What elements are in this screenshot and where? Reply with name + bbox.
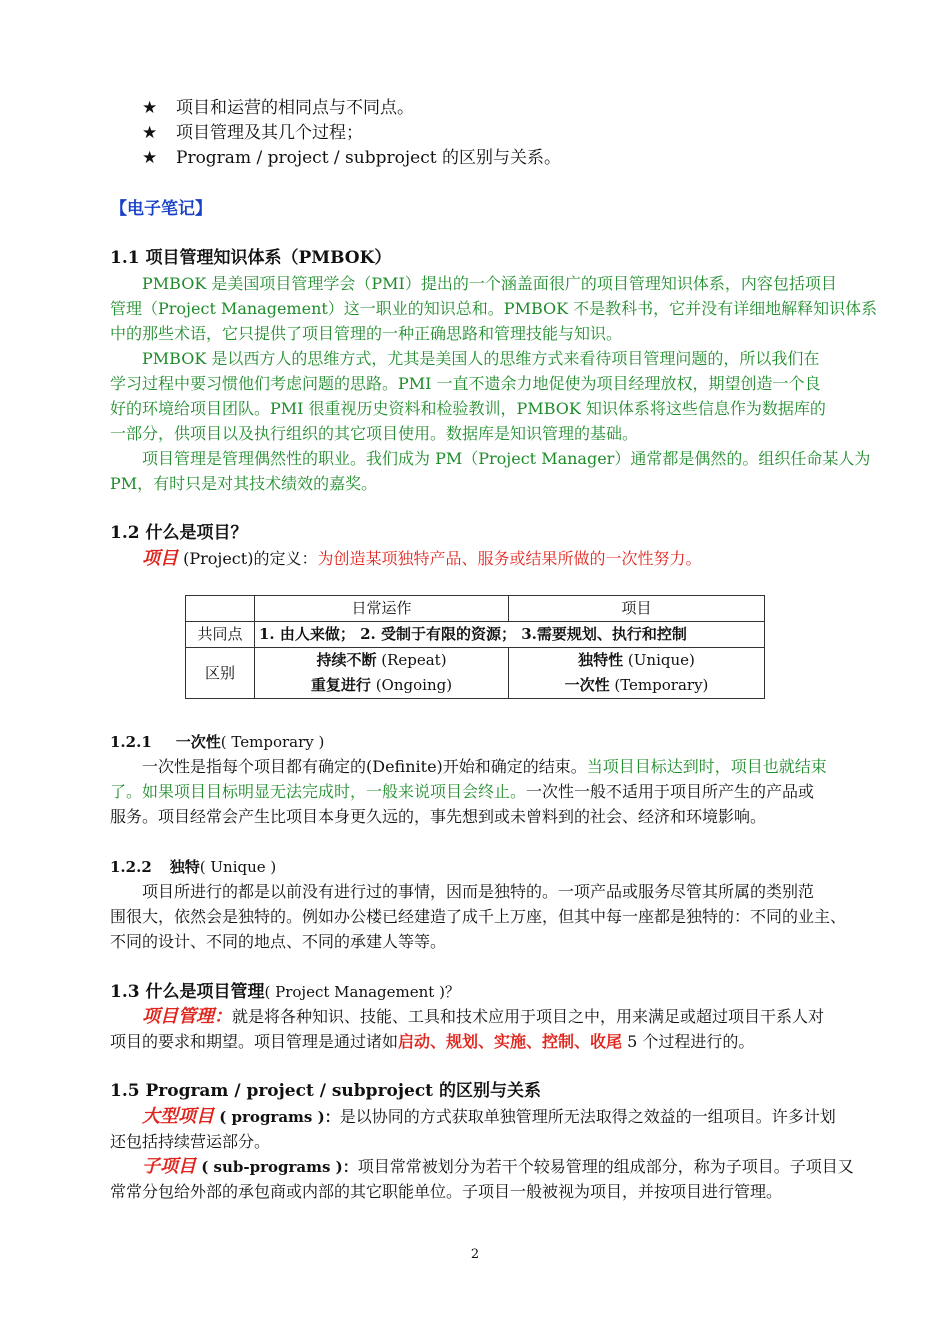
paragraph-line: 围很大，依然会是独特的。例如办公楼已经建造了成千上万座，但其中每一座都是独特的：不同的业主、 xyxy=(110,907,847,926)
paragraph-line: 一次性是指每个项目都有确定的(Definite)开始和确定的结束。当项目目标达到时，项目也就结束 xyxy=(142,757,827,776)
paragraph-line: 常常分包给外部的承包商或内部的其它职能单位。子项目一般被视为项目，并按项目进行管理。 xyxy=(110,1182,783,1201)
paragraph-line: 中的那些术语，它只提供了项目管理的一种正确思路和管理技能与知识。 xyxy=(110,324,623,343)
section-1-3-title: 1.3 什么是项目管理( Project Management )？ xyxy=(110,982,460,1002)
table-row: 日常运作 项目 xyxy=(186,596,765,622)
star-icon: ★ xyxy=(142,98,158,118)
paragraph-line: PM，有时只是对其技术绩效的嘉奖。 xyxy=(110,474,378,493)
paragraph-line: 项目的要求和期望。项目管理是通过诸如启动、规划、实施、控制、收尾 5 个过程进行的。 xyxy=(110,1032,755,1051)
paragraph-line: 项目管理：就是将各种知识、技能、工具和技术应用于项目之中，用来满足或超过项目干系人对 xyxy=(142,1006,825,1027)
project-definition: 项目 (Project)的定义：为创造某项独特产品、服务或结果所做的一次性努力。 xyxy=(142,548,702,569)
paragraph-line: 管理（Project Management）这一职业的知识总和。PMBOK 不是教科书，它并没有详细地解释知识体系 xyxy=(110,299,878,318)
section-1-2-2-title: 1.2.2 独特( Unique ) xyxy=(110,858,277,876)
paragraph-line: PMBOK 是美国项目管理学会（PMI）提出的一个涵盖面很广的项目管理知识体系，内容包括项目 xyxy=(142,274,837,293)
paragraph-line: 一部分，供项目以及执行组织的其它项目使用。数据库是知识管理的基础。 xyxy=(110,424,639,443)
comparison-table xyxy=(185,595,765,699)
paragraph-line: 好的环境给项目团队。PMI 很重视历史资料和检验教训，PMBOK 知识体系将这些信息作为数据库的 xyxy=(110,399,826,418)
page-number: 2 xyxy=(470,1247,480,1262)
paragraph-line: 大型项目 ( programs )：是以协同的方式获取单独管理所无法取得之效益的一组项目。许多计划 xyxy=(142,1106,836,1127)
table-row: 区别 持续不断 (Repeat) 重复进行 (Ongoing) 独特性 (Unique) 一次性 (Temporary) xyxy=(186,648,765,699)
paragraph-line: 不同的设计、不同的地点、不同的承建人等等。 xyxy=(110,932,447,951)
paragraph-line: 还包括持续营运部分。 xyxy=(110,1132,271,1151)
table-row: 共同点 1. 由人来做； 2. 受制于有限的资源； 3.需要规划、执行和控制 xyxy=(186,622,765,648)
section-1-5-title: 1.5 Program / project / subproject 的区别与关系 xyxy=(110,1081,541,1101)
paragraph-line: 项目管理是管理偶然性的职业。我们成为 PM（Project Manager）通常都是偶然的。组织任命某人为 xyxy=(142,449,871,468)
bullet-item: ★ 项目和运营的相同点与不同点。 xyxy=(142,96,414,121)
section-1-2-title: 1.2 什么是项目？ xyxy=(110,523,248,543)
paragraph-line: 项目所进行的都是以前没有进行过的事情，因而是独特的。一项产品或服务尽管其所属的类别范 xyxy=(142,882,815,901)
paragraph-line: 子项目 ( sub-programs )：项目常常被划分为若干个较易管理的组成部分，称为子项目。子项目又 xyxy=(142,1156,854,1177)
star-icon: ★ xyxy=(142,123,158,143)
paragraph-line: 学习过程中要习惯他们考虑问题的思路。PMI 一直不遗余力地促使为项目经理放权，期望创造一个良 xyxy=(110,374,821,393)
table-cell: 独特性 (Unique) 一次性 (Temporary) xyxy=(509,648,765,699)
notes-label: 【电子笔记】 xyxy=(110,199,212,219)
paragraph-line: PMBOK 是以西方人的思维方式，尤其是美国人的思维方式来看待项目管理问题的，所以我们在 xyxy=(142,349,820,368)
section-1-1-title: 1.1 项目管理知识体系（PMBOK） xyxy=(110,248,392,268)
section-1-2-1-title: 1.2.1 一次性( Temporary ) xyxy=(110,733,325,751)
table-cell: 持续不断 (Repeat) 重复进行 (Ongoing) xyxy=(255,648,509,699)
bullet-item: ★ Program / project / subproject 的区别与关系。 xyxy=(142,146,561,171)
paragraph-line: 服务。项目经常会产生比项目本身更久远的，事先想到或未曾料到的社会、经济和环境影响。 xyxy=(110,807,767,826)
star-icon: ★ xyxy=(142,148,158,168)
paragraph-line: 了。如果项目目标明显无法完成时，一般来说项目会终止。一次性一般不适用于项目所产生的产品或 xyxy=(110,782,815,801)
bullet-item: ★ 项目管理及其几个过程； xyxy=(142,121,363,146)
